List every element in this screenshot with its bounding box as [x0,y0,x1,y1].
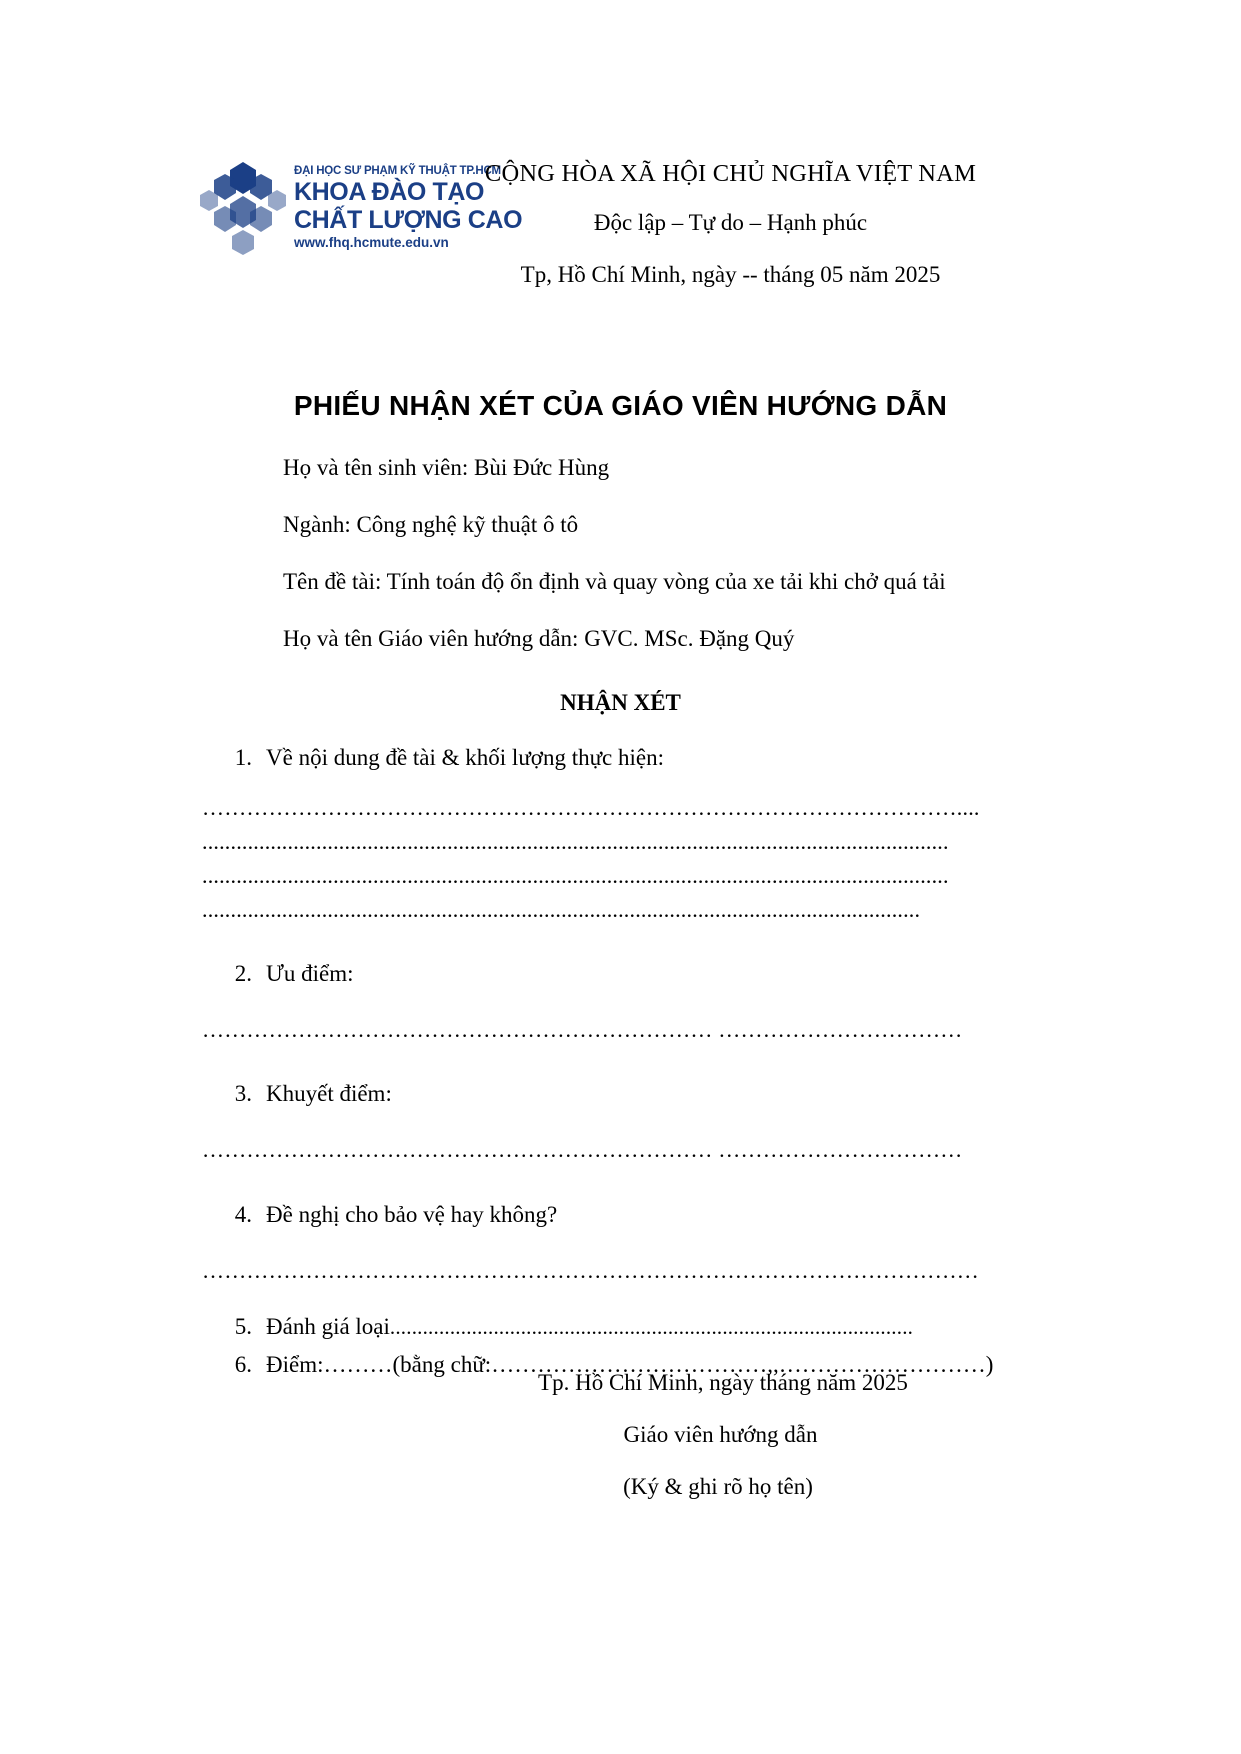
place-date: Tp, Hồ Chí Minh, ngày -- tháng 05 năm 2025 [520,262,941,287]
item-4-answer-lines[interactable] [202,1254,1110,1288]
item-6-number: 6. [234,1351,252,1377]
section-title: NHẬN XÉT [560,690,681,715]
page-title: PHIẾU NHẬN XÉT CỦA GIÁO VIÊN HƯỚNG DẪN [293,390,948,421]
item-1-answer-lines[interactable] [202,791,1110,927]
item-3-answer-lines[interactable] [202,1133,1110,1167]
major-line: Ngành: Công nghệ kỹ thuật ô tô [283,512,579,537]
logo-line-1: KHOA ĐÀO TẠO [294,177,485,206]
university-logo [0,160,523,256]
item-5-label: Đánh giá loại [266,1313,390,1339]
item-6-close-paren: ) [985,1351,994,1377]
item-4-number: 4. [234,1201,252,1227]
student-name-line: Họ và tên sinh viên: Bùi Đức Hùng [283,455,610,480]
item-3 [210,1081,1110,1107]
item-2-label: Ưu điểm: [266,961,354,987]
dotted-line[interactable]: …………………………………………………………… …………………………… [202,1137,963,1163]
item-6-words-dots[interactable]: ………………………………,,……………………… [491,1351,986,1377]
student-info [283,455,1083,683]
dotted-line[interactable]: ................................................................................................................................... [202,829,949,855]
review-body [202,745,1110,1378]
item-4 [210,1202,1110,1228]
logo-line-2: CHẤT LƯỢNG CAO [294,205,523,234]
item-5 [210,1314,1110,1340]
item-5-number: 5. [234,1313,252,1339]
item-2 [210,961,1110,987]
item-2-number: 2. [234,961,252,987]
item-3-label: Khuyết điểm: [266,1081,392,1107]
dotted-line[interactable]: .............................................................................................................................. [202,897,921,923]
item-5-dots[interactable]: ................................................................................................ [389,1314,914,1339]
item-2-answer-lines[interactable] [202,1013,1110,1047]
item-3-number: 3. [234,1081,252,1107]
signature-place-date: Tp. Hồ Chí Minh, ngày tháng năm 2025 [538,1370,908,1395]
signature-role: Giáo viên hướng dẫn [623,1422,818,1447]
item-4-label: Đề nghị cho bảo vệ hay không? [266,1201,558,1227]
national-header [340,160,1241,288]
item-6-label: Điểm: [266,1351,324,1377]
item-1 [210,745,1110,771]
signature-note: (Ký & ghi rõ họ tên) [623,1474,813,1499]
document-header [0,160,1241,288]
advisor-line: Họ và tên Giáo viên hướng dẫn: GVC. MSc. Đặng Quý [283,626,795,651]
item-6-score-dots[interactable]: ……… [323,1351,393,1377]
signature-block [0,1370,1241,1526]
item-1-number: 1. [234,745,252,770]
dotted-line[interactable]: ………………………………………………………………………………………….... [202,795,980,820]
dotted-line[interactable]: …………………………………………………………… …………………………… [202,1017,963,1043]
logo-top-text: ĐẠI HỌC SƯ PHẠM KỸ THUẬT TP.HCM [294,165,501,177]
item-1-label: Về nội dung đề tài & khối lượng thực hiện: [266,745,665,770]
logo-url: www.fhq.hcmute.edu.vn [294,234,449,250]
nation-name: CỘNG HÒA XÃ HỘI CHỦ NGHĨA VIỆT NAM [484,160,977,187]
dotted-line[interactable]: …………………………………………………………………………………………… [202,1257,979,1283]
hexagon-pattern-icon [200,160,286,256]
dotted-line[interactable]: ................................................................................................................................... [202,863,949,889]
nation-motto: Độc lập – Tự do – Hạnh phúc [593,210,868,235]
topic-line: Tên đề tài: Tính toán độ ổn định và quay vòng của xe tải khi chở quá tải [283,569,946,594]
item-6-mid-text: (bằng chữ: [392,1351,492,1377]
